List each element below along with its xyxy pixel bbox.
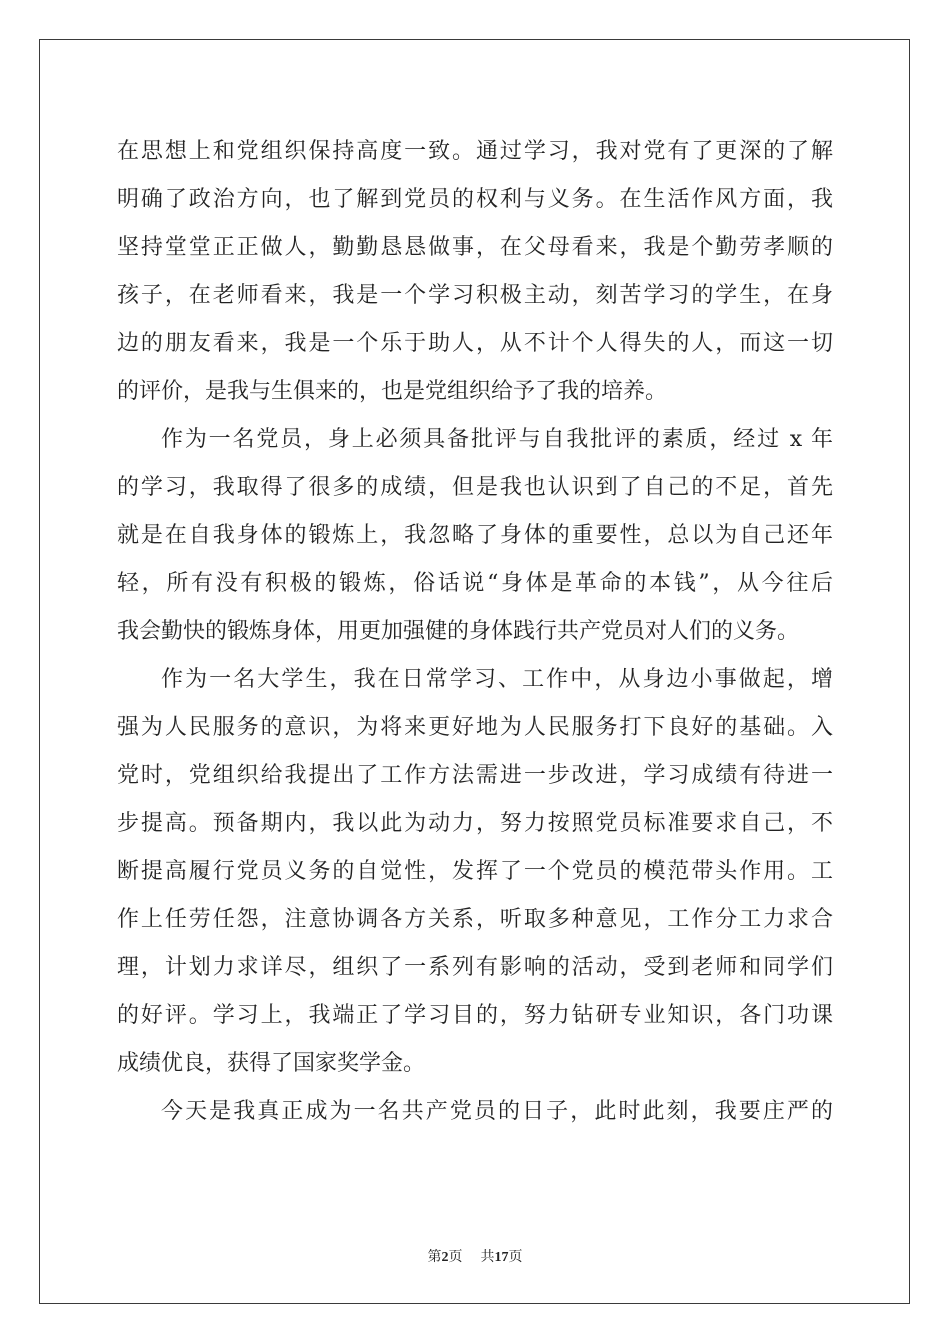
text-line: 我会勤快的锻炼身体，用更加强健的身体践行共产党员对人们的义务。 [117,619,800,644]
page-footer [0,1246,950,1266]
total-pages: 17 [494,1250,509,1265]
text-line: 作为一名党员，身上必须具备批评与自我批评的素质，经过 x 年 [161,427,833,452]
text-line: 的学习，我取得了很多的成绩，但是我也认识到了自己的不足，首先 [117,475,833,500]
text-line: 作上任劳任怨，注意协调各方关系，听取多种意见，工作分工力求合 [117,907,833,932]
text-line: 轻，所有没有积极的锻炼，俗话说“身体是革命的本钱”，从今往后 [117,571,833,596]
paragraph [117,128,833,416]
total-pages-indicator: 共17页 [480,1249,523,1265]
paragraph [117,416,833,656]
page-number: 2 [441,1250,449,1265]
document-body [117,128,833,1136]
text-line: 在思想上和党组织保持高度一致。通过学习，我对党有了更深的了解 [117,139,833,164]
text-line: 作为一名大学生，我在日常学习、工作中，从身边小事做起，增 [161,667,833,692]
text-line: 明确了政治方向，也了解到党员的权利与义务。在生活作风方面，我 [117,187,833,212]
text-line: 就是在自我身体的锻炼上，我忽略了身体的重要性，总以为自己还年 [117,523,833,548]
text-line: 的评价，是我与生俱来的，也是党组织给予了我的培养。 [117,379,668,404]
text-line: 断提高履行党员义务的自觉性，发挥了一个党员的模范带头作用。工 [117,859,833,884]
paragraph [117,1088,833,1136]
text-line: 孩子，在老师看来，我是一个学习积极主动，刻苦学习的学生，在身 [117,283,833,308]
text-line: 党时，党组织给我提出了工作方法需进一步改进，学习成绩有待进一 [117,763,833,788]
text-line: 今天是我真正成为一名共产党员的日子，此时此刻，我要庄严的 [161,1099,833,1124]
text-line: 理，计划力求详尽，组织了一系列有影响的活动，受到老师和同学们 [117,955,833,980]
text-line: 成绩优良，获得了国家奖学金。 [117,1051,426,1076]
text-line: 坚持堂堂正正做人，勤勤恳恳做事，在父母看来，我是个勤劳孝顺的 [117,235,833,260]
text-line: 步提高。预备期内，我以此为动力，努力按照党员标准要求自己，不 [117,811,833,836]
paragraph [117,656,833,1088]
text-line: 边的朋友看来，我是一个乐于助人，从不计个人得失的人，而这一切 [117,331,833,356]
page-indicator: 第2页 [427,1249,463,1265]
text-line: 强为人民服务的意识，为将来更好地为人民服务打下良好的基础。入 [117,715,833,740]
text-line: 的好评。学习上，我端正了学习目的，努力钻研专业知识，各门功课 [117,1003,833,1028]
